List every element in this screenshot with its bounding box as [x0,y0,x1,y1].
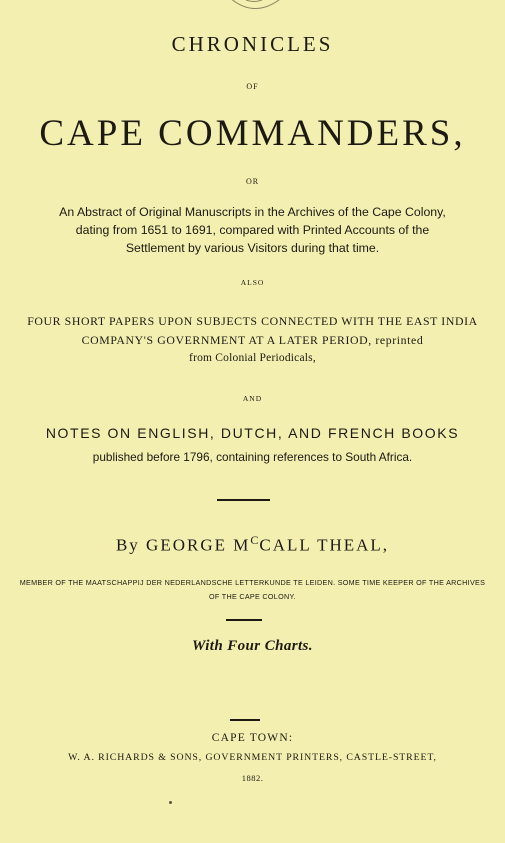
charts-note: With Four Charts. [192,638,313,654]
four-papers-line-3: from Colonial Periodicals, [189,352,316,364]
imprint-printer: W. A. RICHARDS & SONS, GOVERNMENT PRINTERS, CASTLE-STREET, [68,752,437,763]
imprint-year: 1882. [241,773,264,783]
notes-line-1: NOTES ON ENGLISH, DUTCH, AND FRENCH BOOKS [45,425,460,441]
imprint-place: CAPE TOWN: [211,732,294,744]
title-of: OF [246,82,259,91]
divider-rule [217,499,270,501]
library-stamp-mark [226,0,288,18]
author-name-part2: CALL THEAL, [259,535,390,555]
notes-line-2: published before 1796, containing references to South Africa. [92,450,413,464]
four-papers-line-1: FOUR SHORT PAPERS UPON SUBJECTS CONNECTED WITH THE EAST INDIA [27,314,478,328]
author-name-part1: GEORGE M [146,535,251,555]
membership-line-1: MEMBER OF THE MAATSCHAPPIJ DER NEDERLANDSCHE LETTERKUNDE TE LEIDEN. SOME TIME KEEPER OF THE ARCHIVES [19,578,486,587]
abstract-line-2: dating from 1651 to 1691, compared with Printed Accounts of the [75,223,430,237]
paper-speck [169,801,172,804]
author-line [0,533,505,556]
title-chronicles: CHRONICLES [171,32,334,56]
title-cape-commanders: CAPE COMMANDERS, [39,113,466,154]
divider-rule-short [226,619,262,621]
title-or: OR [245,177,260,186]
and-label: AND [242,394,263,403]
abstract-line-1: An Abstract of Original Manuscripts in the Archives of the Cape Colony, [59,205,446,219]
author-name-sup: C [250,533,260,547]
also-label: ALSO [240,278,265,287]
four-papers-line-2: COMPANY'S GOVERNMENT AT A LATER PERIOD, reprinted [81,333,424,347]
divider-rule-imprint [230,719,260,721]
author-by: By [115,535,140,555]
membership-line-2: OF THE CAPE COLONY. [209,592,296,601]
abstract-line-3: Settlement by various Visitors during that time. [125,241,380,255]
